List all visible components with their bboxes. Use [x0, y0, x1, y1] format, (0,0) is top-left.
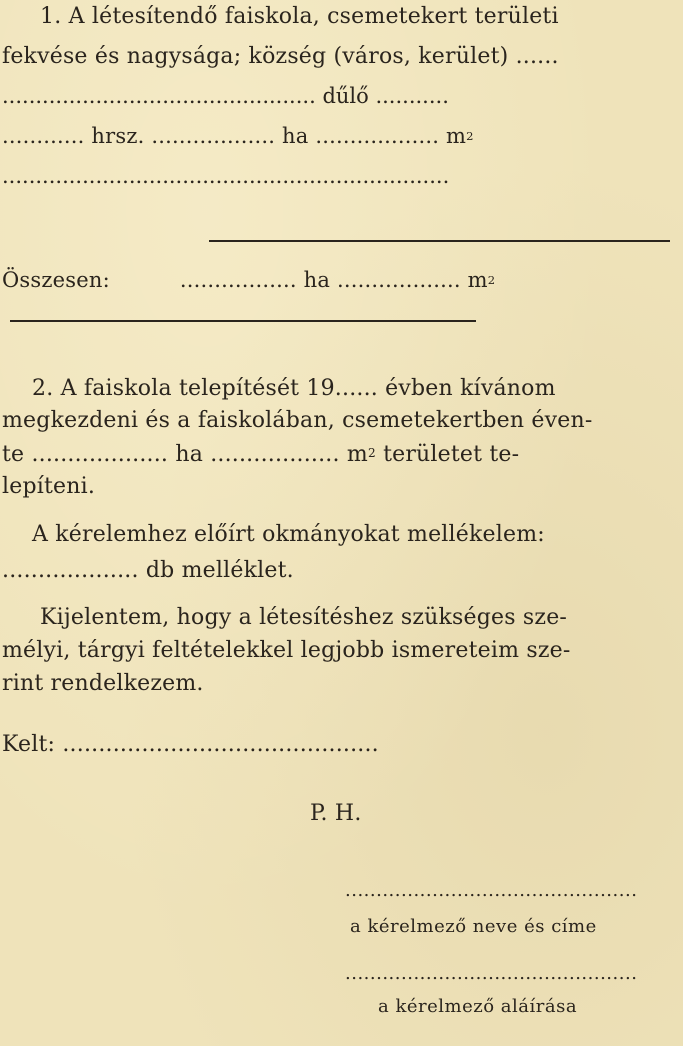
- date-line: [2, 734, 379, 756]
- signature-field[interactable]: ...............................................: [345, 963, 638, 984]
- ha-label: ha: [175, 442, 204, 467]
- section1-line3: [2, 86, 449, 107]
- section1-line5[interactable]: ...................................................................: [2, 164, 450, 188]
- field-dots[interactable]: .................: [179, 268, 297, 292]
- attach-line2[interactable]: ................... db melléklet.: [2, 558, 294, 583]
- field-dots[interactable]: te ...................: [2, 442, 169, 467]
- section2-line2: megkezdeni és a faiskolában, csemetekertben éven-: [2, 408, 593, 433]
- name-caption: a kérelmező neve és címe: [350, 916, 597, 937]
- field-dots[interactable]: ..................: [210, 442, 340, 467]
- section2-line4: lepíteni.: [2, 474, 96, 499]
- m2-label: $m^2$: [446, 124, 474, 148]
- total-rule-bottom: [10, 320, 476, 322]
- name-field[interactable]: ...............................................: [345, 880, 638, 901]
- section2-line1: 2. A faiskola telepítését 19...... évben kívánom: [32, 376, 556, 401]
- sum-rule-top: [209, 240, 670, 242]
- m2-label: $m^2$: [346, 442, 376, 467]
- field-dots[interactable]: ...........: [375, 84, 449, 108]
- field-dots[interactable]: ..................: [151, 124, 276, 148]
- hrsz-label: hrsz.: [91, 124, 145, 148]
- date-field[interactable]: ............................................: [62, 732, 379, 757]
- total-label: Összesen:: [2, 268, 110, 292]
- ha-label: ha: [282, 124, 309, 148]
- section2-line3: te ................... ha .................. $m^2$ területet te-: [2, 442, 520, 467]
- section1-line1: 1. A létesítendő faiskola, csemetekert területi: [40, 4, 559, 29]
- field-dots[interactable]: ............: [2, 124, 85, 148]
- date-label: Kelt:: [2, 732, 56, 757]
- m2-label: $m^2$: [467, 268, 496, 292]
- section1-line2: [2, 46, 559, 68]
- field-dots[interactable]: ...............................................: [2, 84, 316, 108]
- dulo-label: dűlő: [322, 84, 369, 108]
- section1-line4: [2, 126, 474, 147]
- attach-line1: A kérelemhez előírt okmányokat mellékelem:: [32, 522, 545, 547]
- declare-line1: Kijelentem, hogy a létesítéshez szükséges sze-: [40, 605, 568, 630]
- signature-caption: a kérelmező aláírása: [378, 996, 578, 1017]
- declare-line3: rint rendelkezem.: [2, 671, 204, 696]
- field-dots[interactable]: ..................: [315, 124, 440, 148]
- stamp-label: P. H.: [310, 801, 362, 826]
- location-text: fekvése és nagysága; község (város, kerület) ......: [2, 44, 559, 69]
- declare-line2: mélyi, tárgyi feltételekkel legjobb ismereteim sze-: [2, 638, 571, 663]
- field-dots[interactable]: ..................: [337, 268, 461, 292]
- total-line: [2, 270, 495, 291]
- ha-label: ha: [303, 268, 331, 292]
